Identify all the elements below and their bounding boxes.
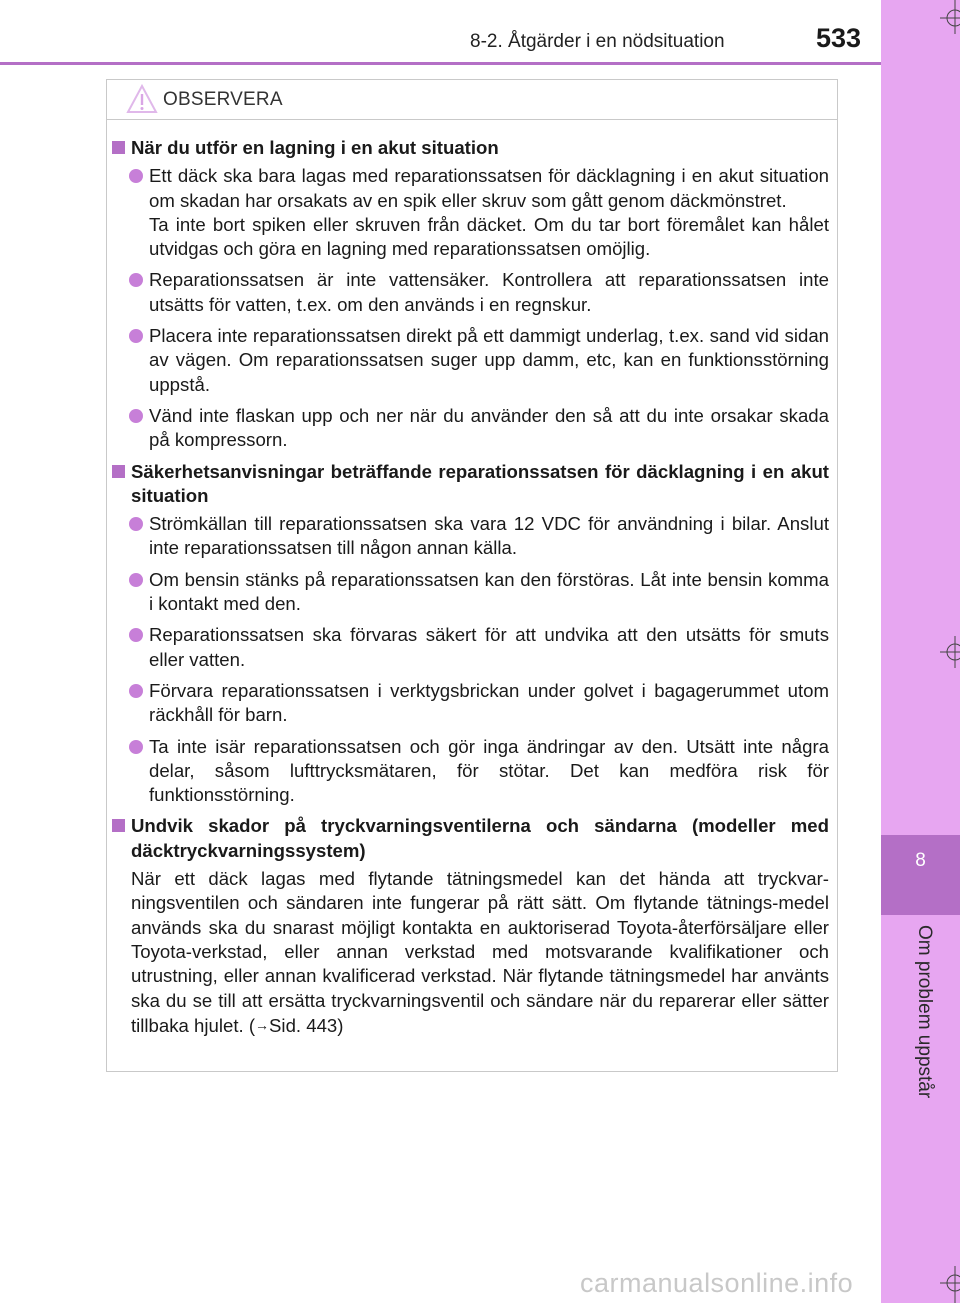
bullet-dot-icon <box>129 684 143 698</box>
bullet-dot-icon <box>129 409 143 423</box>
chapter-number: 8 <box>915 850 926 871</box>
bullet-dot-icon <box>129 740 143 754</box>
list-item: Reparationssatsen ska förvaras säkert för att undvika att den utsätts för smuts eller vatten. <box>112 623 829 672</box>
notice-content <box>112 136 829 1038</box>
list-item: Placera inte reparationssatsen direkt på ett dammigt underlag, t.ex. sand vid sidan av vägen. Om reparationssatsen suger upp damm, etc, kan en funktionsstörning uppstå. <box>112 324 829 397</box>
square-bullet-icon <box>112 819 125 832</box>
section-paragraph: När ett däck lagas med flytande tätningsmedel kan det hända att tryckvar-ningsventilen och sändaren inte fungerar på rätt sätt. Om flytande tätnings-medel används ska du snarast möjligt kontakta en auktoriserad Toyota-återförsäljare eller Toyota-verkstad, eller annan verkstad med motsvarande kvalifikationer och utrustning, eller annan kvalificerad verkstad. När flytande tätningsmedel har använts ska du se till att ersätta tryckvarningsventil och sändare när du reparerar eller sätter tillbaka hjulet. (→Sid. 443) <box>131 868 829 1036</box>
list-item: Reparationssatsen är inte vattensäker. Kontrollera att reparationssatsen inte utsätts för vatten, t.ex. om den används i en regnskur. <box>112 268 829 317</box>
section-heading: Säkerhetsanvisningar beträffande reparationssatsen för däcklagning i en akut situation <box>112 460 829 509</box>
list-item: Ett däck ska bara lagas med reparationssatsen för däcklagning i en akut situation om skadan har orsakats av en spik eller skruv som gått genom däckmönstret. Ta inte bort spiken eller skruven från däcket. Om du tar bort föremålet kan hålet utvidgas och göra en lagning med reparationssatsen omöjlig. <box>112 164 829 261</box>
header-rule <box>0 62 881 65</box>
bullet-dot-icon <box>129 628 143 642</box>
page-reference-link[interactable]: Sid. 443) <box>269 1014 344 1036</box>
list-item: Förvara reparationssatsen i verktygsbrickan under golvet i bagagerummet utom räckhåll för barn. <box>112 679 829 728</box>
bullet-dot-icon <box>129 273 143 287</box>
list-item: Ta inte isär reparationssatsen och gör inga ändringar av den. Utsätt inte några delar, såsom lufttrycksmätaren, för stötar. Det kan medföra risk för funktionsstörning. <box>112 735 829 808</box>
section-header: 8-2. Åtgärder i en nödsituation <box>470 31 725 52</box>
list-item: Strömkällan till reparationssatsen ska vara 12 VDC för användning i bilar. Anslut inte reparationssatsen till någon annan källa. <box>112 512 829 561</box>
warning-icon <box>126 84 158 114</box>
list-item: Om bensin stänks på reparationssatsen kan den förstöras. Låt inte bensin komma i kontakt med den. <box>112 568 829 617</box>
bullet-dot-icon <box>129 169 143 183</box>
chapter-tab[interactable] <box>881 835 960 915</box>
bullet-dot-icon <box>129 517 143 531</box>
watermark: carmanualsonline.info <box>580 1268 854 1298</box>
section-heading: När du utför en lagning i en akut situation <box>112 136 829 160</box>
notice-label: OBSERVERA <box>163 89 283 110</box>
bullet-dot-icon <box>129 329 143 343</box>
section-heading: Undvik skador på tryckvarningsventilerna och sändarna (modeller med däcktryckvarningssystem) <box>112 814 829 863</box>
page-number: 533 <box>816 23 862 53</box>
bullet-dot-icon <box>129 573 143 587</box>
list-item: Vänd inte flaskan upp och ner när du använder den så att du inte orsakar skada på kompressorn. <box>112 404 829 453</box>
square-bullet-icon <box>112 141 125 154</box>
arrow-right-icon: → <box>255 1016 270 1033</box>
square-bullet-icon <box>112 465 125 478</box>
chapter-title: Om problem uppstår <box>914 925 935 1099</box>
